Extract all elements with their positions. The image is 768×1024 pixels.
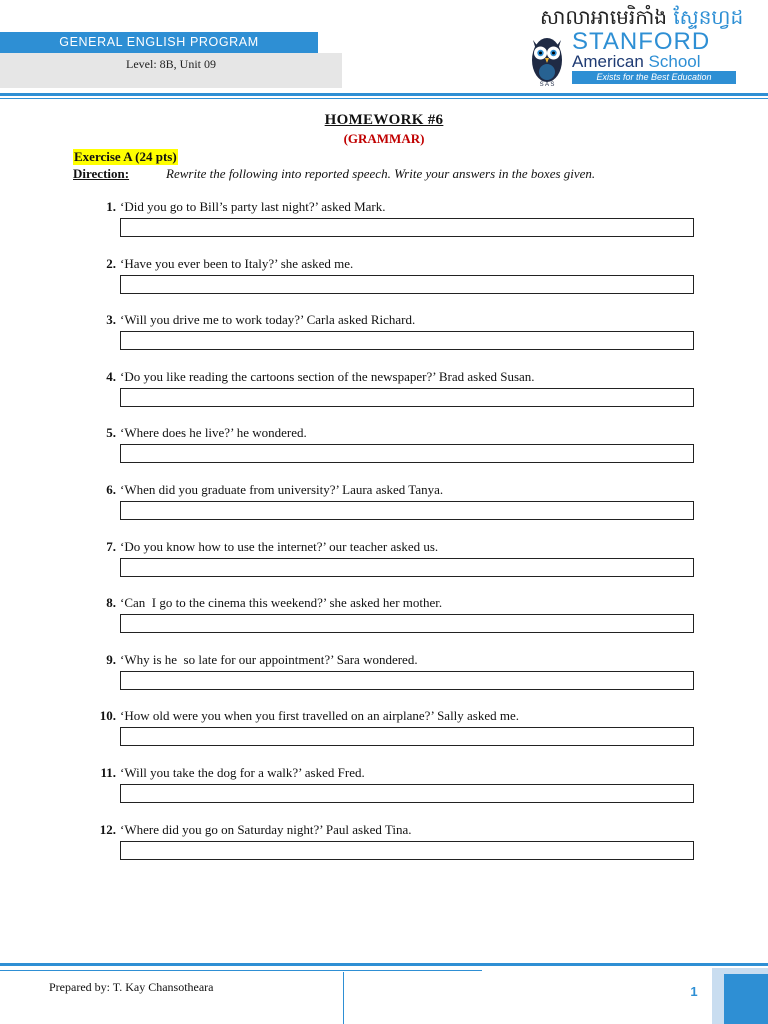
question-number: 6. [106, 482, 116, 497]
question-item [0, 256, 768, 312]
question-number: 12. [99, 821, 116, 837]
logo-khmer-text: សាលាអាមេរិកាំង ស្ទែនហ្វដ [540, 5, 744, 29]
answer-box[interactable] [120, 444, 694, 463]
header-divider-thin [0, 98, 768, 99]
question-item [0, 539, 768, 595]
question-text: ‘Have you ever been to Italy?’ she asked me. [120, 255, 354, 271]
question-number: 7. [106, 538, 116, 554]
program-banner: GENERAL ENGLISH PROGRAM [0, 32, 318, 53]
answer-box[interactable] [120, 614, 694, 633]
question-item [0, 595, 768, 651]
answer-box[interactable] [120, 784, 694, 803]
question-number: 8. [106, 595, 116, 611]
answer-box[interactable] [120, 671, 694, 690]
direction-text: Rewrite the following into reported speech. Write your answers in the boxes given. [166, 166, 596, 181]
logo-stanford-text: STANFORD [572, 28, 711, 55]
question-text: ‘Did you go to Bill’s party last night?’ asked Mark. [120, 199, 386, 214]
question-number: 10. [99, 708, 116, 724]
page-subtitle: (GRAMMAR) [343, 131, 425, 146]
answer-box[interactable] [120, 331, 694, 350]
header-divider [0, 93, 768, 96]
page-corner-block [724, 974, 768, 1024]
exercise-label: Exercise A (24 pts) [74, 149, 177, 164]
page-title: HOMEWORK #6 [324, 112, 444, 128]
question-item [0, 708, 768, 764]
question-text: ‘Will you take the dog for a walk?’ asked Fred. [120, 765, 365, 780]
question-text: ‘Where did you go on Saturday night?’ Paul asked Tina. [120, 821, 412, 837]
question-number: 1. [106, 199, 116, 214]
question-text: ‘Will you drive me to work today?’ Carla asked Richard. [120, 312, 416, 328]
question-number: 5. [106, 425, 116, 441]
question-text: ‘Do you like reading the cartoons section of the newspaper?’ Brad asked Susan. [120, 368, 535, 384]
question-number: 2. [106, 255, 116, 271]
prepared-by: Prepared by: T. Kay Chansotheara [49, 980, 214, 994]
footer-separator [343, 972, 344, 1024]
answer-box[interactable] [120, 218, 694, 237]
answer-box[interactable] [120, 501, 694, 520]
question-item [0, 652, 768, 708]
question-number: 11. [100, 765, 116, 780]
answer-box[interactable] [120, 275, 694, 294]
answer-box[interactable] [120, 388, 694, 407]
question-number: 4. [106, 368, 116, 384]
svg-text:S A S: S A S [539, 82, 555, 88]
logo-american-school-text: American School [572, 52, 701, 71]
question-number: 9. [106, 651, 116, 667]
question-text: ‘Do you know how to use the internet?’ our teacher asked us. [120, 538, 439, 554]
footer-divider [0, 963, 768, 966]
question-item [0, 482, 768, 538]
question-item [0, 425, 768, 481]
owl-icon [528, 30, 566, 88]
question-text: ‘Why is he so late for our appointment?’ Sara wondered. [120, 651, 418, 667]
question-item [0, 822, 768, 878]
footer-divider-thin [0, 970, 482, 971]
question-item [0, 369, 768, 425]
question-text: ‘Where does he live?’ he wondered. [120, 425, 307, 441]
school-logo [526, 4, 768, 92]
question-text: ‘When did you graduate from university?’ Laura asked Tanya. [120, 482, 444, 497]
question-text: ‘How old were you when you first travelled on an airplane?’ Sally asked me. [120, 708, 520, 724]
logo-tagline: Exists for the Best Education [572, 71, 736, 84]
question-item [0, 199, 768, 255]
answer-box[interactable] [120, 558, 694, 577]
direction-label: Direction: [73, 166, 130, 181]
question-text: ‘Can I go to the cinema this weekend?’ she asked her mother. [120, 595, 443, 611]
page-number: 1 [690, 984, 698, 999]
question-number: 3. [106, 312, 116, 328]
question-item [0, 765, 768, 821]
answer-box[interactable] [120, 841, 694, 860]
question-item [0, 312, 768, 368]
answer-box[interactable] [120, 727, 694, 746]
level-label: Level: 8B, Unit 09 [0, 53, 342, 88]
